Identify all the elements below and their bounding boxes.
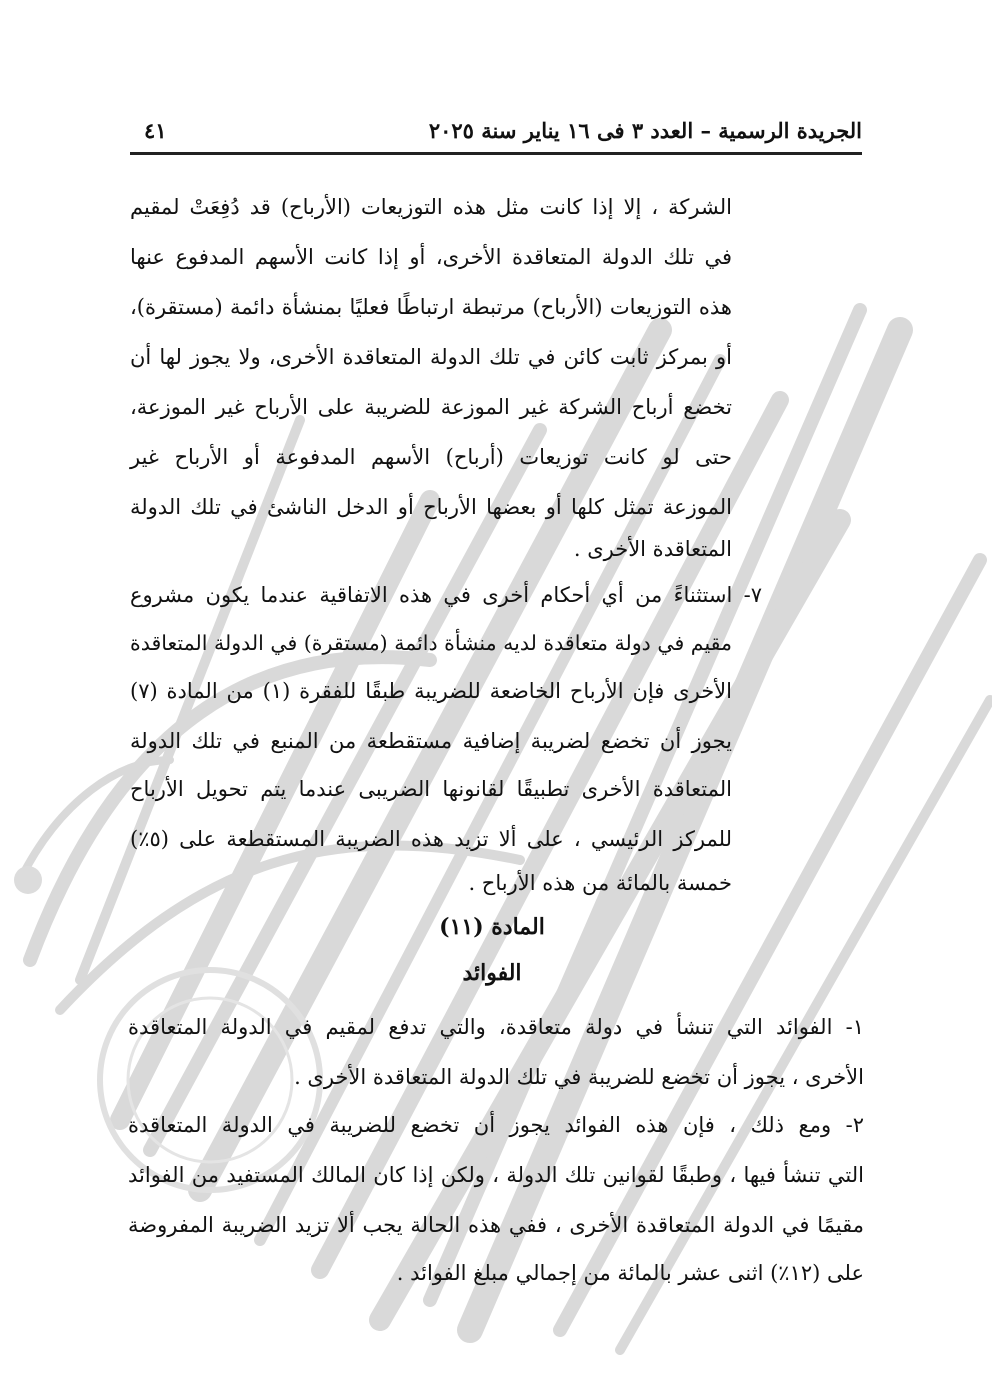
text-line: للمركز الرئيسي ، على ألا تزيد هذه الضريبة المستقطعة على (٥٪)	[130, 827, 732, 851]
page-number: ٤١	[144, 118, 167, 143]
text-line: مقيم في دولة متعاقدة لديه منشأة دائمة (مستقرة) في الدولة المتعاقدة	[130, 631, 732, 655]
page-header	[130, 108, 862, 154]
header-rule	[130, 152, 862, 155]
text-line: خمسة بالمائة من هذه الأرباح .	[468, 871, 732, 895]
text-line: المتعاقدة الأخرى تطبيقًا لقانونها الضريبى عندما يتم تحويل الأرباح	[130, 777, 732, 801]
text-line: على (١٢٪) اثنى عشر بالمائة من إجمالي مبلغ الفوائد .	[396, 1261, 864, 1285]
gazette-title: الجريدة الرسمية – العدد ٣ فى ١٦ يناير سنة ٢٠٢٥	[428, 118, 862, 143]
text-line: هذه التوزيعات (الأرباح) مرتبطة ارتباطًا فعليًا بمنشأة دائمة (مستقرة)،	[130, 295, 732, 319]
text-line: الموزعة تمثل كلها أو بعضها الأرباح أو الدخل الناشئ في تلك الدولة	[130, 495, 732, 519]
text-line: في تلك الدولة المتعاقدة الأخرى، أو إذا كانت الأسهم المدفوع عنها	[130, 245, 732, 269]
text-line: الأخرى ، يجوز أن تخضع للضريبة في تلك الدولة المتعاقدة الأخرى .	[294, 1065, 864, 1089]
text-line: الأخرى فإن الأرباح الخاضعة للضريبة طبقًا للفقرة (١) من المادة (٧)	[130, 679, 732, 703]
text-line: تخضع أرباح الشركة غير الموزعة للضريبة على الأرباح غير الموزعة،	[130, 395, 732, 419]
article-subtitle: الفوائد	[462, 960, 522, 986]
article-title: المادة (١١)	[439, 914, 545, 940]
text-line: المتعاقدة الأخرى .	[573, 537, 732, 561]
text-line: مقيمًا في الدولة المتعاقدة الأخرى ، ففي هذه الحالة يجب ألا تزيد الضريبة المفروضة	[128, 1213, 864, 1237]
text-line: ١- الفوائد التي تنشأ في دولة متعاقدة، والتي تدفع لمقيم في الدولة المتعاقدة	[128, 1015, 864, 1039]
text-line: يجوز أن تخضع لضريبة إضافية مستقطعة من المنبع في تلك الدولة	[130, 729, 732, 753]
text-line: حتى لو كانت توزيعات (أرباح) الأسهم المدفوعة أو الأرباح غير	[130, 445, 732, 469]
text-line: أو بمركز ثابت كائن في تلك الدولة المتعاقدة الأخرى، ولا يجوز لها أن	[130, 345, 732, 369]
text-line: التي تنشأ فيها ، وطبقًا لقوانين تلك الدولة ، ولكن إذا كان المالك المستفيد من الفوائد	[128, 1163, 864, 1187]
text-line: ٢- ومع ذلك ، فإن هذه الفوائد يجوز أن تخضع للضريبة في الدولة المتعاقدة	[128, 1113, 864, 1137]
text-line: الشركة ، إلا إذا كانت مثل هذه التوزيعات (الأرباح) قد دُفِعَتْ لمقيم	[130, 195, 732, 219]
text-line: ٧- استثناءً من أي أحكام أخرى في هذه الاتفاقية عندما يكون مشروع	[130, 583, 762, 607]
